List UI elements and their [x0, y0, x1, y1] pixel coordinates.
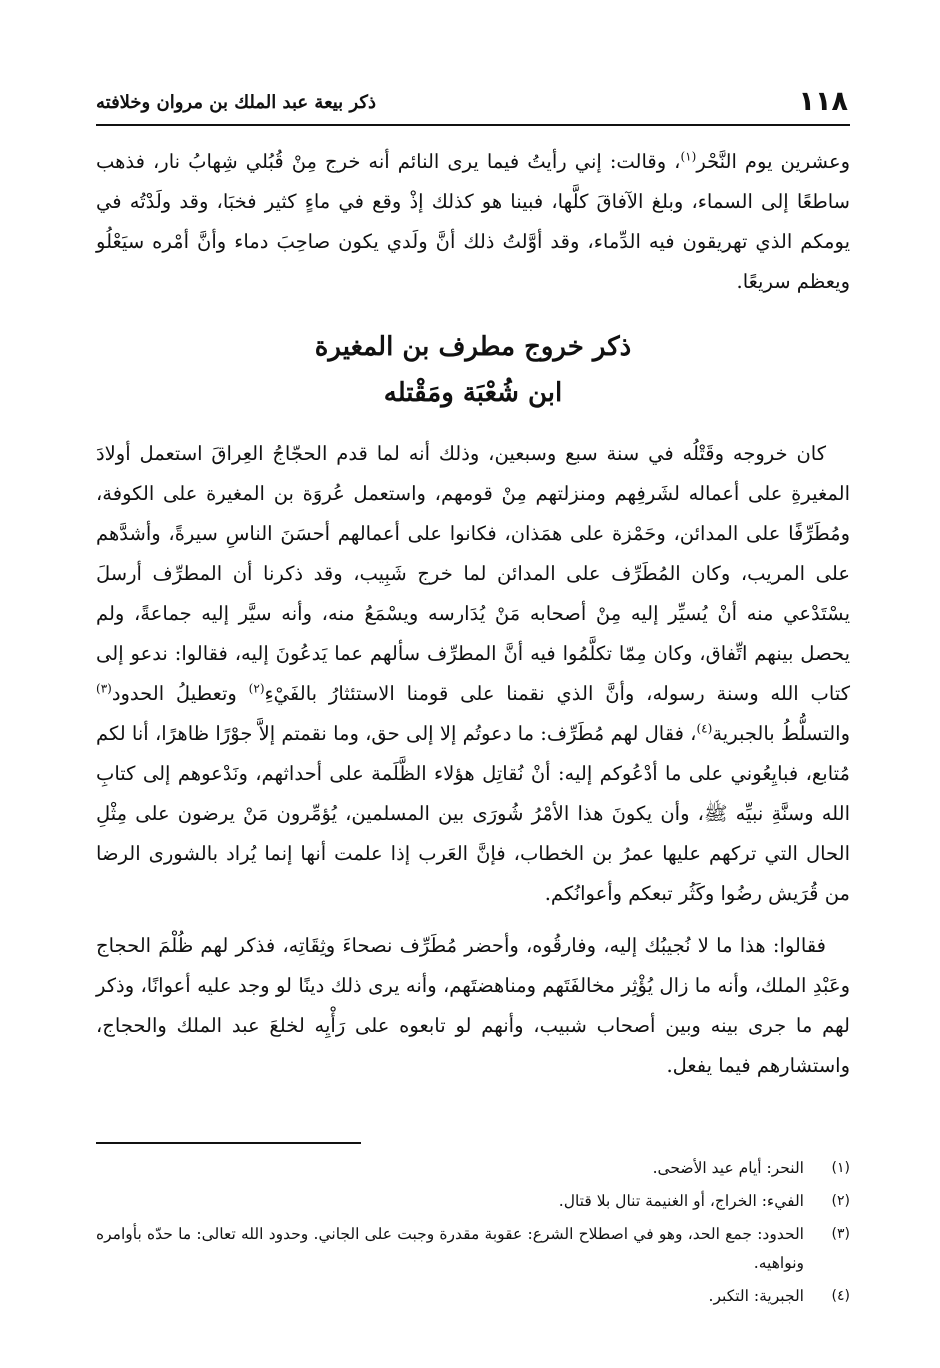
intro-paragraph [96, 142, 850, 302]
section-title-line-2: ابن شُعْبَة ومَقْتله [383, 378, 563, 408]
footnote-text: النحر: أيام عيد الأضحى. [652, 1159, 804, 1177]
footnote-text: الحدود: جمع الحد، وهو في اصطلاح الشرع: عقوبة مقدرة وجبت على الجاني. وحدود الله تعالى: ما حدّه بأوامره ونواهيه. [96, 1225, 804, 1272]
paragraph-1-part-3: والتسلُّطُ بالجبرية [712, 722, 850, 745]
paragraph-gap [96, 914, 850, 926]
intro-text-before-note: وعشرين يوم النَّحْر [696, 150, 850, 173]
footnote-ref-3: (٣) [96, 681, 112, 696]
section-title-line-1: ذكر خروج مطرف بن المغيرة [314, 332, 632, 362]
paragraph-1-part-1: كان خروجه وقَتْلُه في سنة سبع وسبعين، وذلك أنه لما قدم الحجّاجُ العِراقَ استعمل أولادَ المغيرةِ على أعماله لشَرفِهم ومنزلتهم مِنْ قومهم، واستعمل عُروَة بن المغيرة على الكوفة، ومُطَرِّفًا على المدائن، وحَمْزة على همَذان، فكانوا على أعمالهم أحسَنَ الناسِ سيرةً، وأشدَّهم على المريب، وكان المُطَرِّف على المدائن لما خرج شَبِيب، وقد ذكرنا أن المطرِّف أرسلَ يسْتَدْعي منه أنْ يُسيِّر إليه مِنْ أصحابه مَنْ يُدَارسه ويسْمَعُ منه، وأنه سيَّر إليه جماعةً، ولم يحصل بينهم اتِّفاق، وكان مِمّا تكلَّمُوا فيه أنَّ المطرِّف سألهم عما يَدعُونَ إليه، فقالوا: ندعو إلى كتاب الله وسنة رسوله، وأنَّ الذي نقمنا على قومنا الاستئثارُ بالفَيْءِ [96, 442, 850, 705]
paragraph-2: فقالوا: هذا ما لا نُجيبُك إليه، وفارقُوه، وأحضر مُطَرِّف نصحاءَ وثِقَاتِه، فذكر لهم ظُلْمَ الحجاج وعَبْدِ الملك، وأنه ما زال يُؤْثِر مخالفَتَهم ومناهضتَهم، وأنه يرى ذلك دينًا لو وجد عليه أعوانًا، وذكر لهم ما جرى بينه وبين أصحاب شبيب، وأنهم لو تابعوه على رَأْيِه لخلعَ عبد الملك والحجاج، واستشارهم فيما يفعل. [96, 934, 850, 1077]
footnote-number: (١) [831, 1160, 850, 1176]
footnote-ref-4: (٤) [696, 721, 713, 736]
footnote-item [96, 1187, 850, 1216]
paragraph-1 [96, 434, 850, 914]
footnote-number: (٤) [831, 1288, 850, 1304]
main-text [96, 142, 850, 1086]
paragraph-1-part-4: ، فقال لهم مُطَرِّف: ما دعوتُم إلا إلى حق، وما نقمتم إلاَّ جوْرًا ظاهرًا، أنا لكم مُتابع، فبايِعُوني على ما أدْعُوكم إليه: أنْ نُقاتِل هؤلاء الظَّلَمة على أحداثهم، ونَدْعوهم إلى كتابِ الله وسنَّةِ نبيِّه ﷺ، وأن يكونَ هذا الأمْرُ شُورَى بين المسلمين، يُؤمِّرون مَنْ يرضون على مِثْلِ الحال التي تركهم عليها عمرُ بن الخطاب، فإنَّ العَرب إذا علمت أنها إنما يُراد بالشورى الرضا من قُرَيش رضُوا وكَثُر تبعكم وأعوانُكم. [96, 722, 850, 905]
paragraph-1-part-2: وتعطيلُ الحدود [111, 682, 249, 705]
footnote-number: (٢) [831, 1193, 850, 1209]
footnote-item [96, 1154, 850, 1183]
section-title [96, 324, 850, 416]
footnote-number: (٣) [831, 1226, 850, 1242]
footnote-item [96, 1282, 850, 1311]
footnote-text: الفيء: الخراج، أو الغنيمة تنال بلا قتال. [558, 1192, 804, 1210]
footnote-item [96, 1220, 850, 1278]
footnote-text: الجبرية: التكبر. [708, 1287, 804, 1305]
page-header [96, 84, 850, 126]
book-page [96, 84, 850, 1344]
footnotes [96, 1142, 850, 1315]
intro-text-after-note: ، وقالت: إني رأيتُ فيما يرى النائم أنه خرج مِنْ قُبُلي شِهابُ نار، فذهب ساطعًا إلى السماء، وبلغ الآفاقَ كلَّها، فبينا هو كذلك إذْ وقع في ماءٍ كثير فخبَا، وقد ولَدْتُه في يومكم الذي تهريقون فيه الدِّماء، وقد أوَّلتُ ذلك أنَّ ولَدي يكون صاحِبَ دماء وأنَّ أمْره سيَعْلُو ويعظم سريعًا. [96, 150, 850, 293]
footnote-ref-2: (٢) [248, 681, 265, 696]
footnote-ref-1: (١) [680, 149, 697, 164]
footnote-divider [96, 1142, 361, 1144]
running-title: ذكر بيعة عبد الملك بن مروان وخلافته [96, 92, 376, 113]
page-number: ١١٨ [798, 86, 848, 117]
